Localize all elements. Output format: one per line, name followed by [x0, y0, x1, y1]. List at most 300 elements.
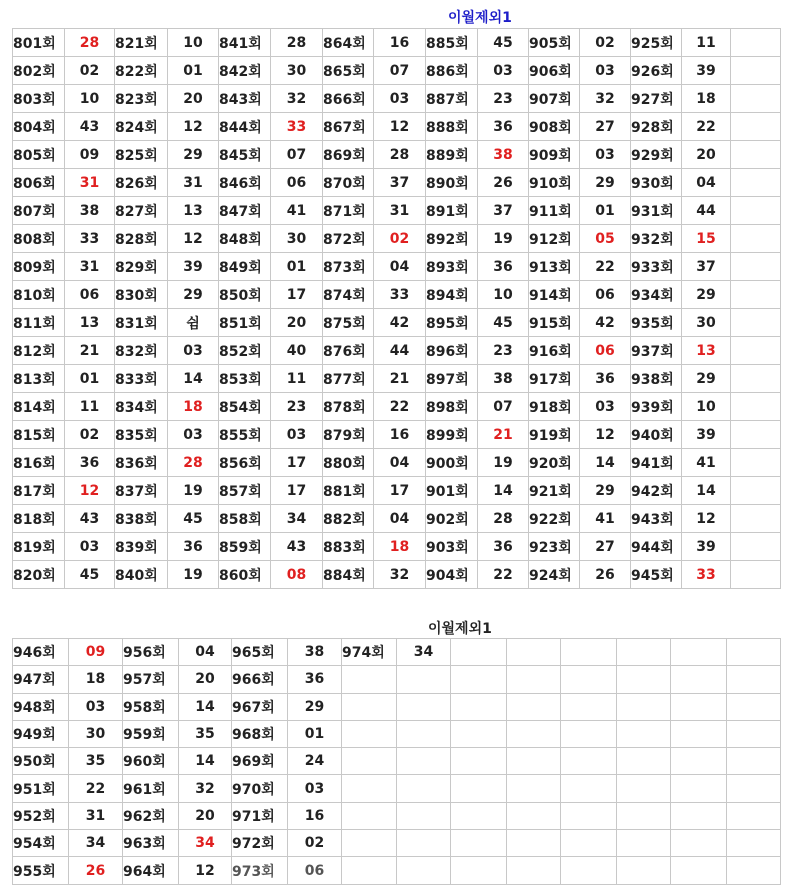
empty-cell: [731, 141, 781, 169]
empty-cell: [671, 639, 727, 666]
empty-cell: [727, 775, 781, 802]
round-value: 15: [682, 225, 731, 253]
table-row: [13, 253, 781, 281]
round-value: 08: [271, 561, 323, 589]
round-value: 36: [478, 113, 529, 141]
round-label: 956회: [123, 639, 179, 666]
empty-cell: [727, 693, 781, 720]
round-label: 970회: [232, 775, 288, 802]
round-value: 03: [580, 393, 631, 421]
empty-cell: [731, 561, 781, 589]
round-label: 849회: [219, 253, 271, 281]
round-label: 820회: [13, 561, 65, 589]
round-value: 32: [271, 85, 323, 113]
round-label: 813회: [13, 365, 65, 393]
round-label: 960회: [123, 748, 179, 775]
round-label: 825회: [115, 141, 168, 169]
round-label: 971회: [232, 802, 288, 829]
empty-cell: [727, 748, 781, 775]
round-label: 852회: [219, 337, 271, 365]
round-value: 22: [69, 775, 123, 802]
round-value: 16: [374, 421, 426, 449]
round-label: 893회: [426, 253, 478, 281]
round-value: 43: [65, 113, 115, 141]
round-label: 927회: [631, 85, 682, 113]
round-value: 22: [478, 561, 529, 589]
round-value: 45: [65, 561, 115, 589]
round-label: 850회: [219, 281, 271, 309]
empty-cell: [731, 393, 781, 421]
round-label: 872회: [323, 225, 374, 253]
empty-cell: [731, 29, 781, 57]
empty-cell: [507, 857, 561, 884]
empty-cell: [342, 775, 397, 802]
round-label: 844회: [219, 113, 271, 141]
round-label: 899회: [426, 421, 478, 449]
round-value: 43: [65, 505, 115, 533]
empty-cell: [397, 775, 451, 802]
empty-cell: [731, 477, 781, 505]
round-label: 968회: [232, 720, 288, 747]
round-value: 39: [682, 57, 731, 85]
round-value: 20: [168, 85, 219, 113]
empty-cell: [671, 830, 727, 857]
empty-cell: [731, 337, 781, 365]
empty-cell: [397, 693, 451, 720]
round-label: 801회: [13, 29, 65, 57]
round-label: 954회: [13, 830, 69, 857]
empty-cell: [507, 639, 561, 666]
round-label: 932회: [631, 225, 682, 253]
round-label: 966회: [232, 666, 288, 693]
empty-cell: [507, 830, 561, 857]
round-value: 06: [580, 281, 631, 309]
round-label: 875회: [323, 309, 374, 337]
round-value: 23: [271, 393, 323, 421]
round-label: 818회: [13, 505, 65, 533]
empty-cell: [561, 693, 617, 720]
round-label: 805회: [13, 141, 65, 169]
empty-cell: [561, 748, 617, 775]
empty-cell: [617, 748, 671, 775]
round-label: 823회: [115, 85, 168, 113]
round-value: 35: [179, 720, 232, 747]
round-value: 20: [682, 141, 731, 169]
round-value: 44: [682, 197, 731, 225]
empty-cell: [451, 748, 507, 775]
round-label: 827회: [115, 197, 168, 225]
empty-cell: [451, 639, 507, 666]
round-label: 839회: [115, 533, 168, 561]
table-row: [13, 561, 781, 589]
empty-cell: [671, 666, 727, 693]
table-row: [13, 775, 781, 802]
empty-cell: [342, 748, 397, 775]
round-label: 959회: [123, 720, 179, 747]
round-label: 845회: [219, 141, 271, 169]
round-label: 814회: [13, 393, 65, 421]
round-label: 878회: [323, 393, 374, 421]
empty-cell: [731, 113, 781, 141]
table-row: [13, 857, 781, 884]
round-label: 898회: [426, 393, 478, 421]
table-row: [13, 830, 781, 857]
table-row: [13, 225, 781, 253]
empty-cell: [671, 857, 727, 884]
round-label: 810회: [13, 281, 65, 309]
empty-cell: [617, 693, 671, 720]
round-label: 826회: [115, 169, 168, 197]
round-label: 908회: [529, 113, 580, 141]
table-row: [13, 449, 781, 477]
round-label: 842회: [219, 57, 271, 85]
table-row: [13, 85, 781, 113]
round-value: 41: [682, 449, 731, 477]
round-label: 943회: [631, 505, 682, 533]
round-value: 10: [65, 85, 115, 113]
round-value: 03: [271, 421, 323, 449]
round-value: 45: [478, 309, 529, 337]
round-value: 44: [374, 337, 426, 365]
empty-cell: [507, 748, 561, 775]
round-value: 07: [478, 393, 529, 421]
round-value: 04: [374, 449, 426, 477]
round-value: 34: [271, 505, 323, 533]
round-label: 973회: [232, 857, 288, 884]
round-label: 925회: [631, 29, 682, 57]
round-label: 855회: [219, 421, 271, 449]
round-label: 972회: [232, 830, 288, 857]
round-value: 37: [374, 169, 426, 197]
round-label: 901회: [426, 477, 478, 505]
round-label: 929회: [631, 141, 682, 169]
round-label: 940회: [631, 421, 682, 449]
empty-cell: [727, 639, 781, 666]
round-value: 03: [288, 775, 342, 802]
empty-cell: [731, 253, 781, 281]
empty-cell: [731, 505, 781, 533]
round-label: 847회: [219, 197, 271, 225]
round-label: 886회: [426, 57, 478, 85]
round-value: 32: [374, 561, 426, 589]
table-row: [13, 720, 781, 747]
round-value: 12: [374, 113, 426, 141]
empty-cell: [731, 421, 781, 449]
round-value: 09: [69, 639, 123, 666]
empty-cell: [617, 802, 671, 829]
round-label: 904회: [426, 561, 478, 589]
round-label: 804회: [13, 113, 65, 141]
round-value: 12: [682, 505, 731, 533]
round-label: 883회: [323, 533, 374, 561]
round-value: 38: [288, 639, 342, 666]
round-label: 914회: [529, 281, 580, 309]
round-value: 35: [69, 748, 123, 775]
round-label: 931회: [631, 197, 682, 225]
round-label: 846회: [219, 169, 271, 197]
table-row: [13, 666, 781, 693]
round-value: 12: [168, 113, 219, 141]
empty-cell: [451, 857, 507, 884]
empty-cell: [507, 720, 561, 747]
round-value: 14: [580, 449, 631, 477]
round-value: 13: [65, 309, 115, 337]
round-label: 838회: [115, 505, 168, 533]
round-value: 03: [168, 421, 219, 449]
round-label: 896회: [426, 337, 478, 365]
round-value: 10: [682, 393, 731, 421]
round-label: 880회: [323, 449, 374, 477]
round-value: 38: [65, 197, 115, 225]
round-value: 29: [288, 693, 342, 720]
round-value: 12: [580, 421, 631, 449]
round-label: 870회: [323, 169, 374, 197]
round-value: 28: [168, 449, 219, 477]
round-value: 28: [65, 29, 115, 57]
round-value: 30: [69, 720, 123, 747]
round-label: 902회: [426, 505, 478, 533]
empty-cell: [561, 775, 617, 802]
table-row: [13, 141, 781, 169]
round-value: 24: [288, 748, 342, 775]
round-value: 21: [65, 337, 115, 365]
round-label: 949회: [13, 720, 69, 747]
round-value: 41: [580, 505, 631, 533]
round-label: 915회: [529, 309, 580, 337]
round-value: 36: [288, 666, 342, 693]
round-label: 835회: [115, 421, 168, 449]
round-value: 31: [69, 802, 123, 829]
empty-cell: [342, 802, 397, 829]
round-label: 840회: [115, 561, 168, 589]
round-value: 09: [65, 141, 115, 169]
round-label: 865회: [323, 57, 374, 85]
round-value: 45: [168, 505, 219, 533]
round-label: 920회: [529, 449, 580, 477]
empty-cell: [671, 775, 727, 802]
round-label: 922회: [529, 505, 580, 533]
round-value: 39: [168, 253, 219, 281]
empty-cell: [561, 802, 617, 829]
round-value: 19: [168, 477, 219, 505]
table-row: [13, 393, 781, 421]
empty-cell: [671, 802, 727, 829]
round-value: 07: [271, 141, 323, 169]
round-value: 31: [168, 169, 219, 197]
round-label: 897회: [426, 365, 478, 393]
round-value: 04: [374, 253, 426, 281]
round-value: 39: [682, 533, 731, 561]
round-value: 30: [271, 57, 323, 85]
round-label: 935회: [631, 309, 682, 337]
round-label: 905회: [529, 29, 580, 57]
empty-cell: [397, 720, 451, 747]
round-label: 832회: [115, 337, 168, 365]
round-label: 933회: [631, 253, 682, 281]
round-label: 828회: [115, 225, 168, 253]
round-label: 821회: [115, 29, 168, 57]
round-label: 945회: [631, 561, 682, 589]
round-label: 858회: [219, 505, 271, 533]
round-value: 01: [168, 57, 219, 85]
round-label: 860회: [219, 561, 271, 589]
table-row: [13, 57, 781, 85]
round-label: 919회: [529, 421, 580, 449]
round-label: 921회: [529, 477, 580, 505]
round-value: 26: [478, 169, 529, 197]
round-label: 851회: [219, 309, 271, 337]
empty-cell: [507, 775, 561, 802]
empty-cell: [397, 748, 451, 775]
round-label: 809회: [13, 253, 65, 281]
round-label: 944회: [631, 533, 682, 561]
table-row: [13, 533, 781, 561]
round-label: 884회: [323, 561, 374, 589]
round-value: 33: [271, 113, 323, 141]
empty-cell: [342, 693, 397, 720]
round-value: 29: [682, 365, 731, 393]
round-value: 06: [288, 857, 342, 884]
round-value: 29: [168, 281, 219, 309]
empty-cell: [397, 857, 451, 884]
round-label: 964회: [123, 857, 179, 884]
round-value: 19: [168, 561, 219, 589]
round-label: 879회: [323, 421, 374, 449]
round-label: 909회: [529, 141, 580, 169]
round-value: 02: [65, 57, 115, 85]
round-label: 843회: [219, 85, 271, 113]
round-label: 819회: [13, 533, 65, 561]
round-label: 857회: [219, 477, 271, 505]
round-label: 895회: [426, 309, 478, 337]
round-label: 958회: [123, 693, 179, 720]
round-value: 02: [65, 421, 115, 449]
table-row: [13, 477, 781, 505]
round-value: 27: [580, 113, 631, 141]
round-label: 952회: [13, 802, 69, 829]
empty-cell: [507, 693, 561, 720]
round-value: 36: [580, 365, 631, 393]
round-value: 21: [478, 421, 529, 449]
empty-cell: [731, 169, 781, 197]
empty-cell: [397, 802, 451, 829]
round-value: 23: [478, 337, 529, 365]
round-label: 824회: [115, 113, 168, 141]
round-label: 881회: [323, 477, 374, 505]
round-value: 36: [168, 533, 219, 561]
round-value: 10: [168, 29, 219, 57]
round-label: 928회: [631, 113, 682, 141]
round-label: 926회: [631, 57, 682, 85]
empty-cell: [507, 666, 561, 693]
empty-cell: [731, 309, 781, 337]
round-value: 06: [580, 337, 631, 365]
round-value: 11: [682, 29, 731, 57]
empty-cell: [342, 857, 397, 884]
round-label: 963회: [123, 830, 179, 857]
empty-cell: [727, 802, 781, 829]
round-label: 837회: [115, 477, 168, 505]
round-value: 38: [478, 365, 529, 393]
round-value: 33: [682, 561, 731, 589]
round-label: 890회: [426, 169, 478, 197]
table-row: [13, 197, 781, 225]
round-label: 833회: [115, 365, 168, 393]
round-value: 28: [478, 505, 529, 533]
round-label: 882회: [323, 505, 374, 533]
round-value: 18: [69, 666, 123, 693]
round-value: 10: [478, 281, 529, 309]
empty-cell: [731, 85, 781, 113]
table-row: [13, 29, 781, 57]
round-value: 02: [288, 830, 342, 857]
empty-cell: [671, 748, 727, 775]
empty-cell: [731, 225, 781, 253]
round-label: 911회: [529, 197, 580, 225]
round-value: 42: [580, 309, 631, 337]
round-label: 939회: [631, 393, 682, 421]
round-value: 17: [271, 281, 323, 309]
round-label: 955회: [13, 857, 69, 884]
round-label: 812회: [13, 337, 65, 365]
round-label: 938회: [631, 365, 682, 393]
round-label: 885회: [426, 29, 478, 57]
round-label: 962회: [123, 802, 179, 829]
empty-cell: [561, 720, 617, 747]
round-value: 12: [179, 857, 232, 884]
table-row: [13, 337, 781, 365]
round-value: 19: [478, 225, 529, 253]
round-value: 29: [580, 477, 631, 505]
round-label: 876회: [323, 337, 374, 365]
round-value: 03: [580, 57, 631, 85]
round-label: 864회: [323, 29, 374, 57]
round-value: 03: [580, 141, 631, 169]
table-row: [13, 639, 781, 666]
round-label: 892회: [426, 225, 478, 253]
round-label: 807회: [13, 197, 65, 225]
round-label: 815회: [13, 421, 65, 449]
round-label: 889회: [426, 141, 478, 169]
round-label: 900회: [426, 449, 478, 477]
round-label: 841회: [219, 29, 271, 57]
round-value: 03: [478, 57, 529, 85]
round-value: 01: [580, 197, 631, 225]
round-label: 951회: [13, 775, 69, 802]
round-value: 14: [682, 477, 731, 505]
round-label: 811회: [13, 309, 65, 337]
round-label: 974회: [342, 639, 397, 666]
empty-cell: [451, 666, 507, 693]
round-label: 946회: [13, 639, 69, 666]
round-value: 22: [374, 393, 426, 421]
round-label: 967회: [232, 693, 288, 720]
round-table-801-945: [12, 28, 781, 589]
round-value: 29: [682, 281, 731, 309]
round-value: 43: [271, 533, 323, 561]
empty-cell: [671, 720, 727, 747]
round-label: 874회: [323, 281, 374, 309]
round-value: 02: [374, 225, 426, 253]
empty-cell: [507, 802, 561, 829]
round-label: 948회: [13, 693, 69, 720]
round-label: 836회: [115, 449, 168, 477]
round-label: 903회: [426, 533, 478, 561]
round-value: 33: [65, 225, 115, 253]
empty-cell: [671, 693, 727, 720]
round-value: 34: [179, 830, 232, 857]
round-label: 961회: [123, 775, 179, 802]
